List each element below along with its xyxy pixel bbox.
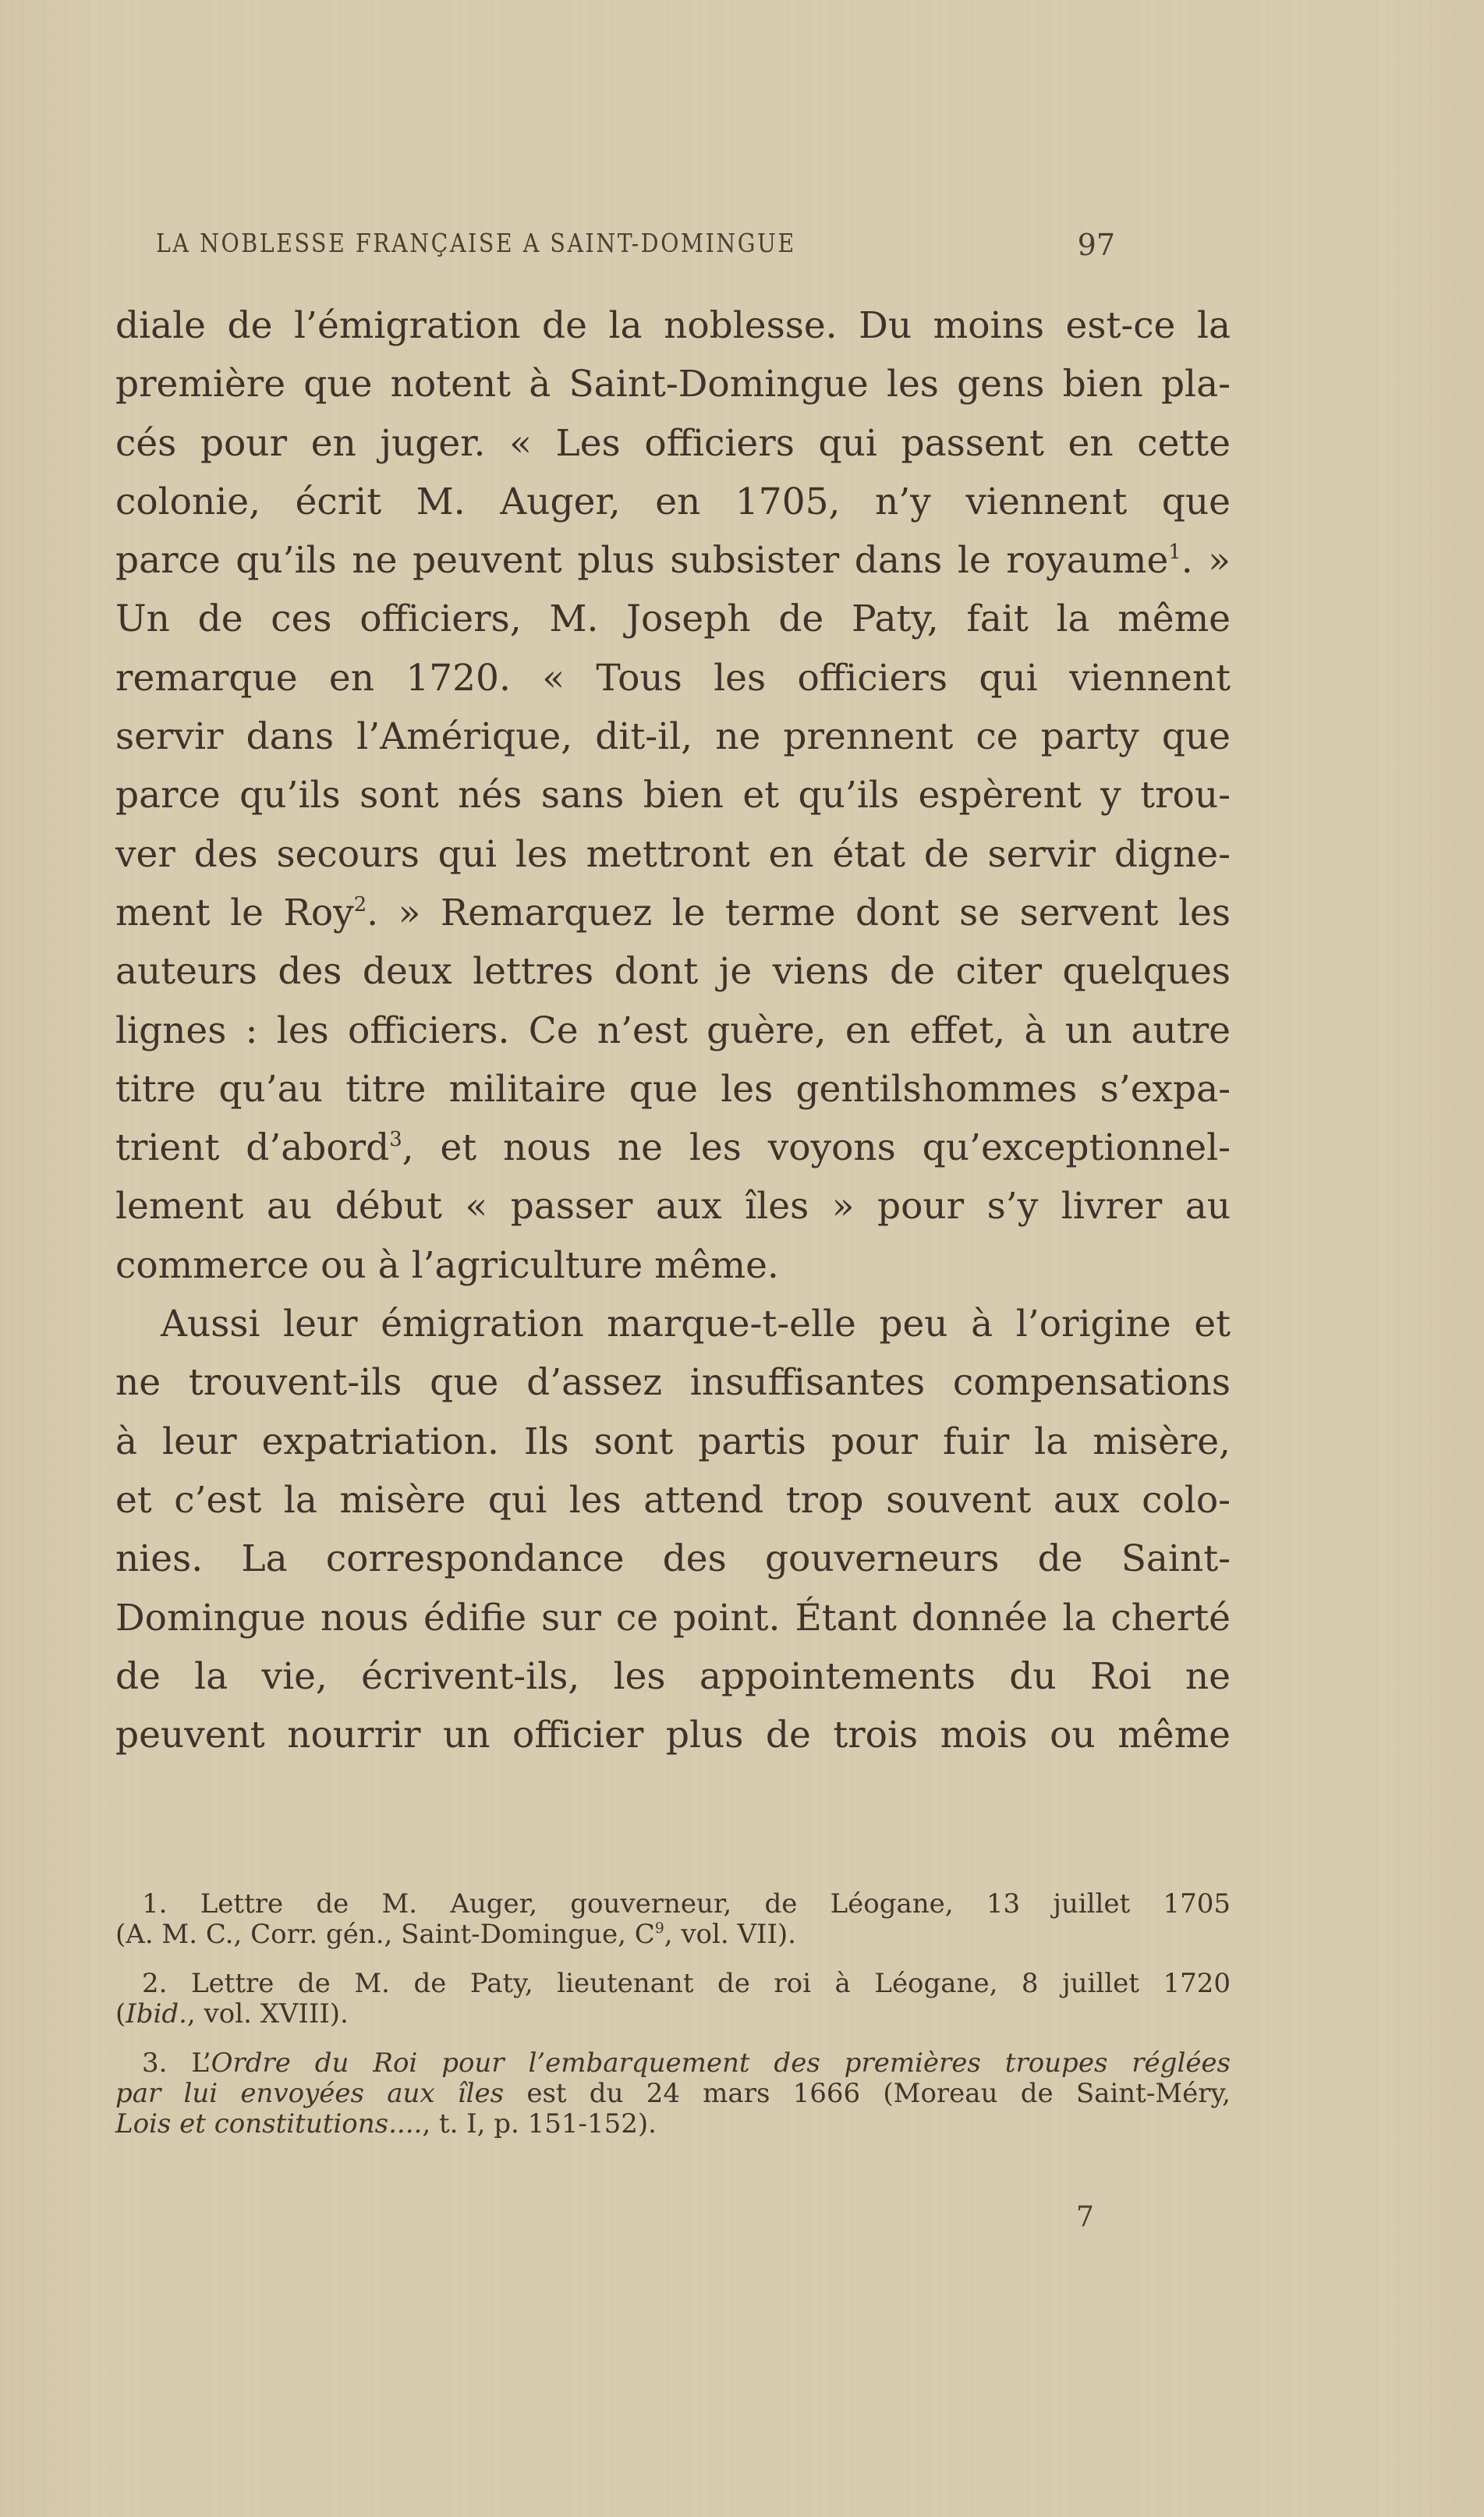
footnote-line xyxy=(115,1969,1231,1999)
footnote-text: est du 24 mars 1666 (Moreau de Saint-Méry, xyxy=(504,2078,1231,2109)
body-line-text: ment le Roy xyxy=(115,891,354,934)
running-head-title: LA NOBLESSE FRANÇAISE A SAINT-DOMINGUE xyxy=(156,228,796,258)
footnote-text: L’ xyxy=(191,2047,211,2079)
running-head xyxy=(156,228,1115,267)
footnote-gap xyxy=(115,1950,1231,1969)
footnote-line xyxy=(115,1889,1231,1920)
body-line: ne trouvent-ils que d’assez insuffisantes compensations xyxy=(115,1361,1231,1405)
body-line-text: , et nous ne les voyons qu’exceptionnel- xyxy=(402,1126,1231,1170)
footnote-ref-1[interactable]: 1 xyxy=(1168,541,1181,565)
body-line-text: trient d’abord xyxy=(115,1126,390,1170)
footnote-italic: Ibid. xyxy=(126,1998,187,2030)
footnote-3 xyxy=(115,2048,1231,2139)
footnote-superscript: 9 xyxy=(654,1920,664,1937)
body-line: et c’est la misère qui les attend trop souvent aux colo- xyxy=(115,1478,1231,1522)
footnote-italic: Lois et constitutions.... xyxy=(115,2108,423,2139)
body-line: peuvent nourrir un officier plus de trois mois ou même xyxy=(115,1714,1231,1757)
footnote-line xyxy=(115,2048,1231,2079)
body-line-text: . » xyxy=(1181,539,1231,583)
body-line: Domingue nous édifie sur ce point. Étant donnée la cherté xyxy=(115,1596,1231,1640)
body-line: parce qu’ils sont nés sans bien et qu’ils espèrent y trou- xyxy=(115,774,1231,817)
body-line-text: . » Remarquez le terme dont se servent les xyxy=(367,891,1231,934)
footnote-text: , vol. VII). xyxy=(664,1919,796,1950)
footnote-2 xyxy=(115,1969,1231,2030)
body-line xyxy=(115,531,1231,590)
body-line: colonie, écrit M. Auger, en 1705, n’y viennent que xyxy=(115,480,1231,523)
signature-mark: 7 xyxy=(1076,2201,1094,2233)
paragraph-start-line: Aussi leur émigration marque-t-elle peu à l’origine et xyxy=(161,1303,1231,1346)
body-line: première que notent à Saint-Domingue les gens bien pla- xyxy=(115,363,1231,406)
body-text xyxy=(115,296,1231,1764)
body-line: lignes : les officiers. Ce n’est guère, en effet, à un autre xyxy=(115,1009,1231,1052)
body-line-text: parce qu’ils ne peuvent plus subsister dans le royaume xyxy=(115,539,1169,583)
body-line xyxy=(115,884,1231,942)
body-line xyxy=(115,1118,1231,1177)
footnote-line xyxy=(115,1920,1231,1950)
body-line: à leur expatriation. Ils sont partis pour fuir la misère, xyxy=(115,1420,1231,1463)
body-line: auteurs des deux lettres dont je viens de citer quelques xyxy=(115,950,1231,994)
body-line: diale de l’émigration de la noblesse. Du moins est-ce la xyxy=(115,304,1231,347)
footnote-number: 2. xyxy=(142,1968,168,1999)
body-line: lement au début « passer aux îles » pour s’y livrer au xyxy=(115,1185,1231,1228)
body-line: remarque en 1720. « Tous les officiers qui viennent xyxy=(115,656,1231,700)
body-line: de la vie, écrivent-ils, les appointements du Roi ne xyxy=(115,1654,1231,1698)
footnote-line: (Ibid., vol. XVIII). xyxy=(115,1998,349,2030)
footnote-ref-3[interactable]: 3 xyxy=(389,1128,402,1152)
footnote-text: (A. M. C., Corr. gén., Saint-Domingue, C xyxy=(115,1919,655,1950)
footnote-text: , t. I, p. 151-152). xyxy=(422,2108,657,2139)
footnote-line xyxy=(115,2079,1231,2109)
footnote-italic: par lui envoyées aux îles xyxy=(115,2078,505,2109)
page-number: 97 xyxy=(1077,228,1115,262)
footnote-text: , vol. XVIII). xyxy=(186,1998,349,2030)
body-line: commerce ou à l’agriculture même. xyxy=(115,1243,779,1287)
footnote-ref-2[interactable]: 2 xyxy=(353,892,367,916)
body-line: cés pour en juger. « Les officiers qui passent en cette xyxy=(115,421,1231,465)
footnote-text: Lettre de M. Auger, gouverneur, de Léogane, 13 juillet 1705 xyxy=(200,1888,1231,1920)
body-line: nies. La correspondance des gouverneurs de Saint- xyxy=(115,1537,1231,1581)
footnote-text: Lettre de M. de Paty, lieutenant de roi à Léogane, 8 juillet 1720 xyxy=(190,1968,1231,1999)
body-line: servir dans l’Amérique, dit-il, ne prennent ce party que xyxy=(115,715,1231,759)
footnote-number: 3. xyxy=(142,2047,168,2079)
footnote-line xyxy=(115,2109,1231,2139)
body-line: Un de ces officiers, M. Joseph de Paty, fait la même xyxy=(115,597,1231,641)
body-line: titre qu’au titre militaire que les gentilshommes s’expa- xyxy=(115,1067,1231,1111)
footnote-italic: Ordre du Roi pour l’embarquement des premières troupes réglées xyxy=(211,2047,1231,2079)
footnotes xyxy=(115,1889,1231,2139)
footnote-gap xyxy=(115,2030,1231,2048)
body-line: ver des secours qui les mettront en état de servir digne- xyxy=(115,832,1231,876)
footnote-1 xyxy=(115,1889,1231,1950)
footnote-number: 1. xyxy=(142,1888,168,1920)
